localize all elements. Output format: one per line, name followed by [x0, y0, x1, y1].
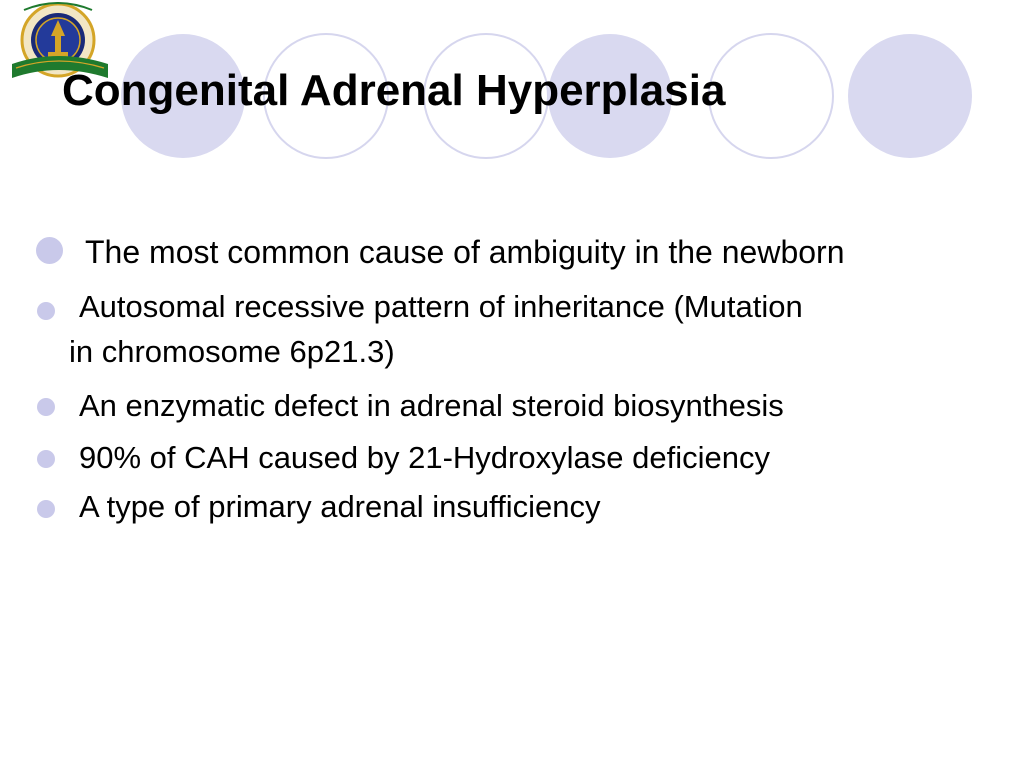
bullet-dot-icon — [37, 450, 55, 468]
bullet-dot-icon — [37, 302, 55, 320]
bullet-item — [33, 383, 983, 428]
bullet-item — [33, 229, 983, 275]
bullet-text-line2: in chromosome 6p21.3) — [69, 334, 395, 369]
bullet-item — [33, 435, 983, 480]
bullet-text: A type of primary adrenal insufficiency — [79, 489, 601, 524]
bullet-text: 90% of CAH caused by 21-Hydroxylase deficiency — [79, 440, 770, 475]
bullet-text-line1: Autosomal recessive pattern of inheritance (Mutation — [79, 289, 803, 324]
bullet-dot-icon — [36, 237, 63, 264]
bullet-text: An enzymatic defect in adrenal steroid biosynthesis — [79, 388, 784, 423]
bullet-item — [33, 484, 983, 529]
bullet-text — [33, 284, 983, 374]
bullet-item — [33, 284, 983, 374]
bullet-text: The most common cause of ambiguity in the newborn — [85, 234, 845, 270]
bullet-dot-icon — [37, 500, 55, 518]
slide-title: Congenital Adrenal Hyperplasia — [62, 66, 726, 115]
bullet-dot-icon — [37, 398, 55, 416]
